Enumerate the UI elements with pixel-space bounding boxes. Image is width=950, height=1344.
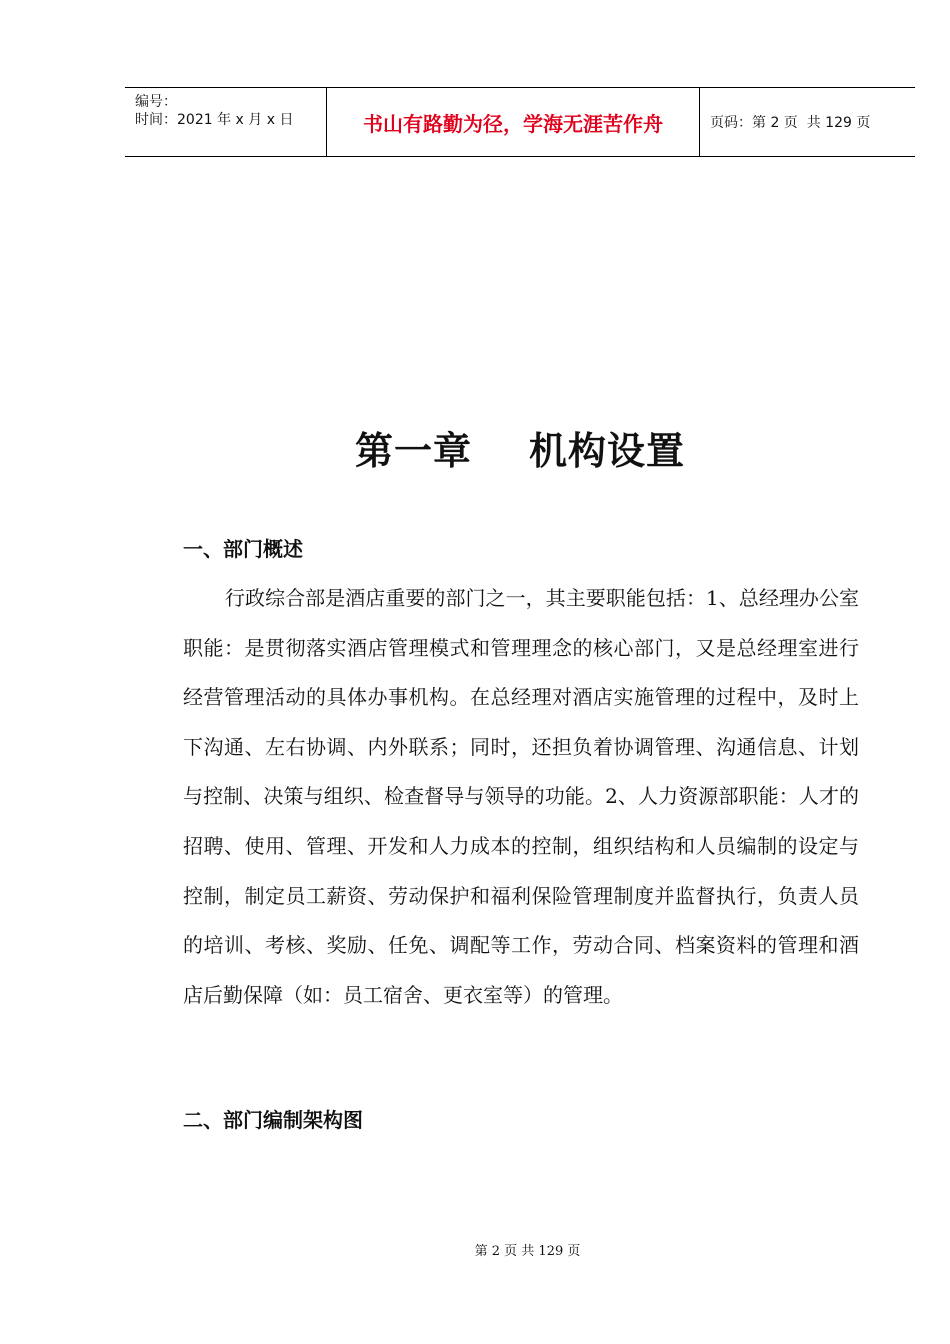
section-heading-org-chart: 二、部门编制架构图 <box>183 1108 363 1132</box>
document-header <box>125 87 915 157</box>
document-number-label: 编号： <box>135 94 177 110</box>
chapter-title: 第一章 机构设置 <box>355 429 685 473</box>
document-time-label: 时间：2021 年 x 月 x 日 <box>135 112 294 128</box>
section-heading-overview: 一、部门概述 <box>183 537 303 561</box>
header-page-cell <box>700 88 915 156</box>
header-page-info: 页码：第 2 页 共 129 页 <box>710 115 871 131</box>
overview-paragraph: 行政综合部是酒店重要的部门之一，其主要职能包括：1、总经理办公室职能：是贯彻落实酒店管理模式和管理理念的核心部门，又是总经理室进行经营管理活动的具体办事机构。在总经理对酒店实施管理的过程中，及时上下沟通、左右协调、内外联系；同时，还担负着协调管理、沟通信息、计划与控制、决策与组织、检查督导与领导的功能。2、人力资源部职能：人才的招聘、使用、管理、开发和人力成本的控制，组织结构和人员编制的设定与控制，制定员工薪资、劳动保护和福利保险管理制度并监督执行，负责人员的培训、考核、奖励、任免、调配等工作，劳动合同、档案资料的管理和酒店后勤保障（如：员工宿舍、更衣室等）的管理。 <box>183 586 859 1007</box>
header-motto: 书山有路勤为径，学海无涯苦作舟 <box>327 88 700 156</box>
page-footer: 第 2 页 共 129 页 <box>474 1244 581 1259</box>
header-meta-cell <box>125 88 327 156</box>
